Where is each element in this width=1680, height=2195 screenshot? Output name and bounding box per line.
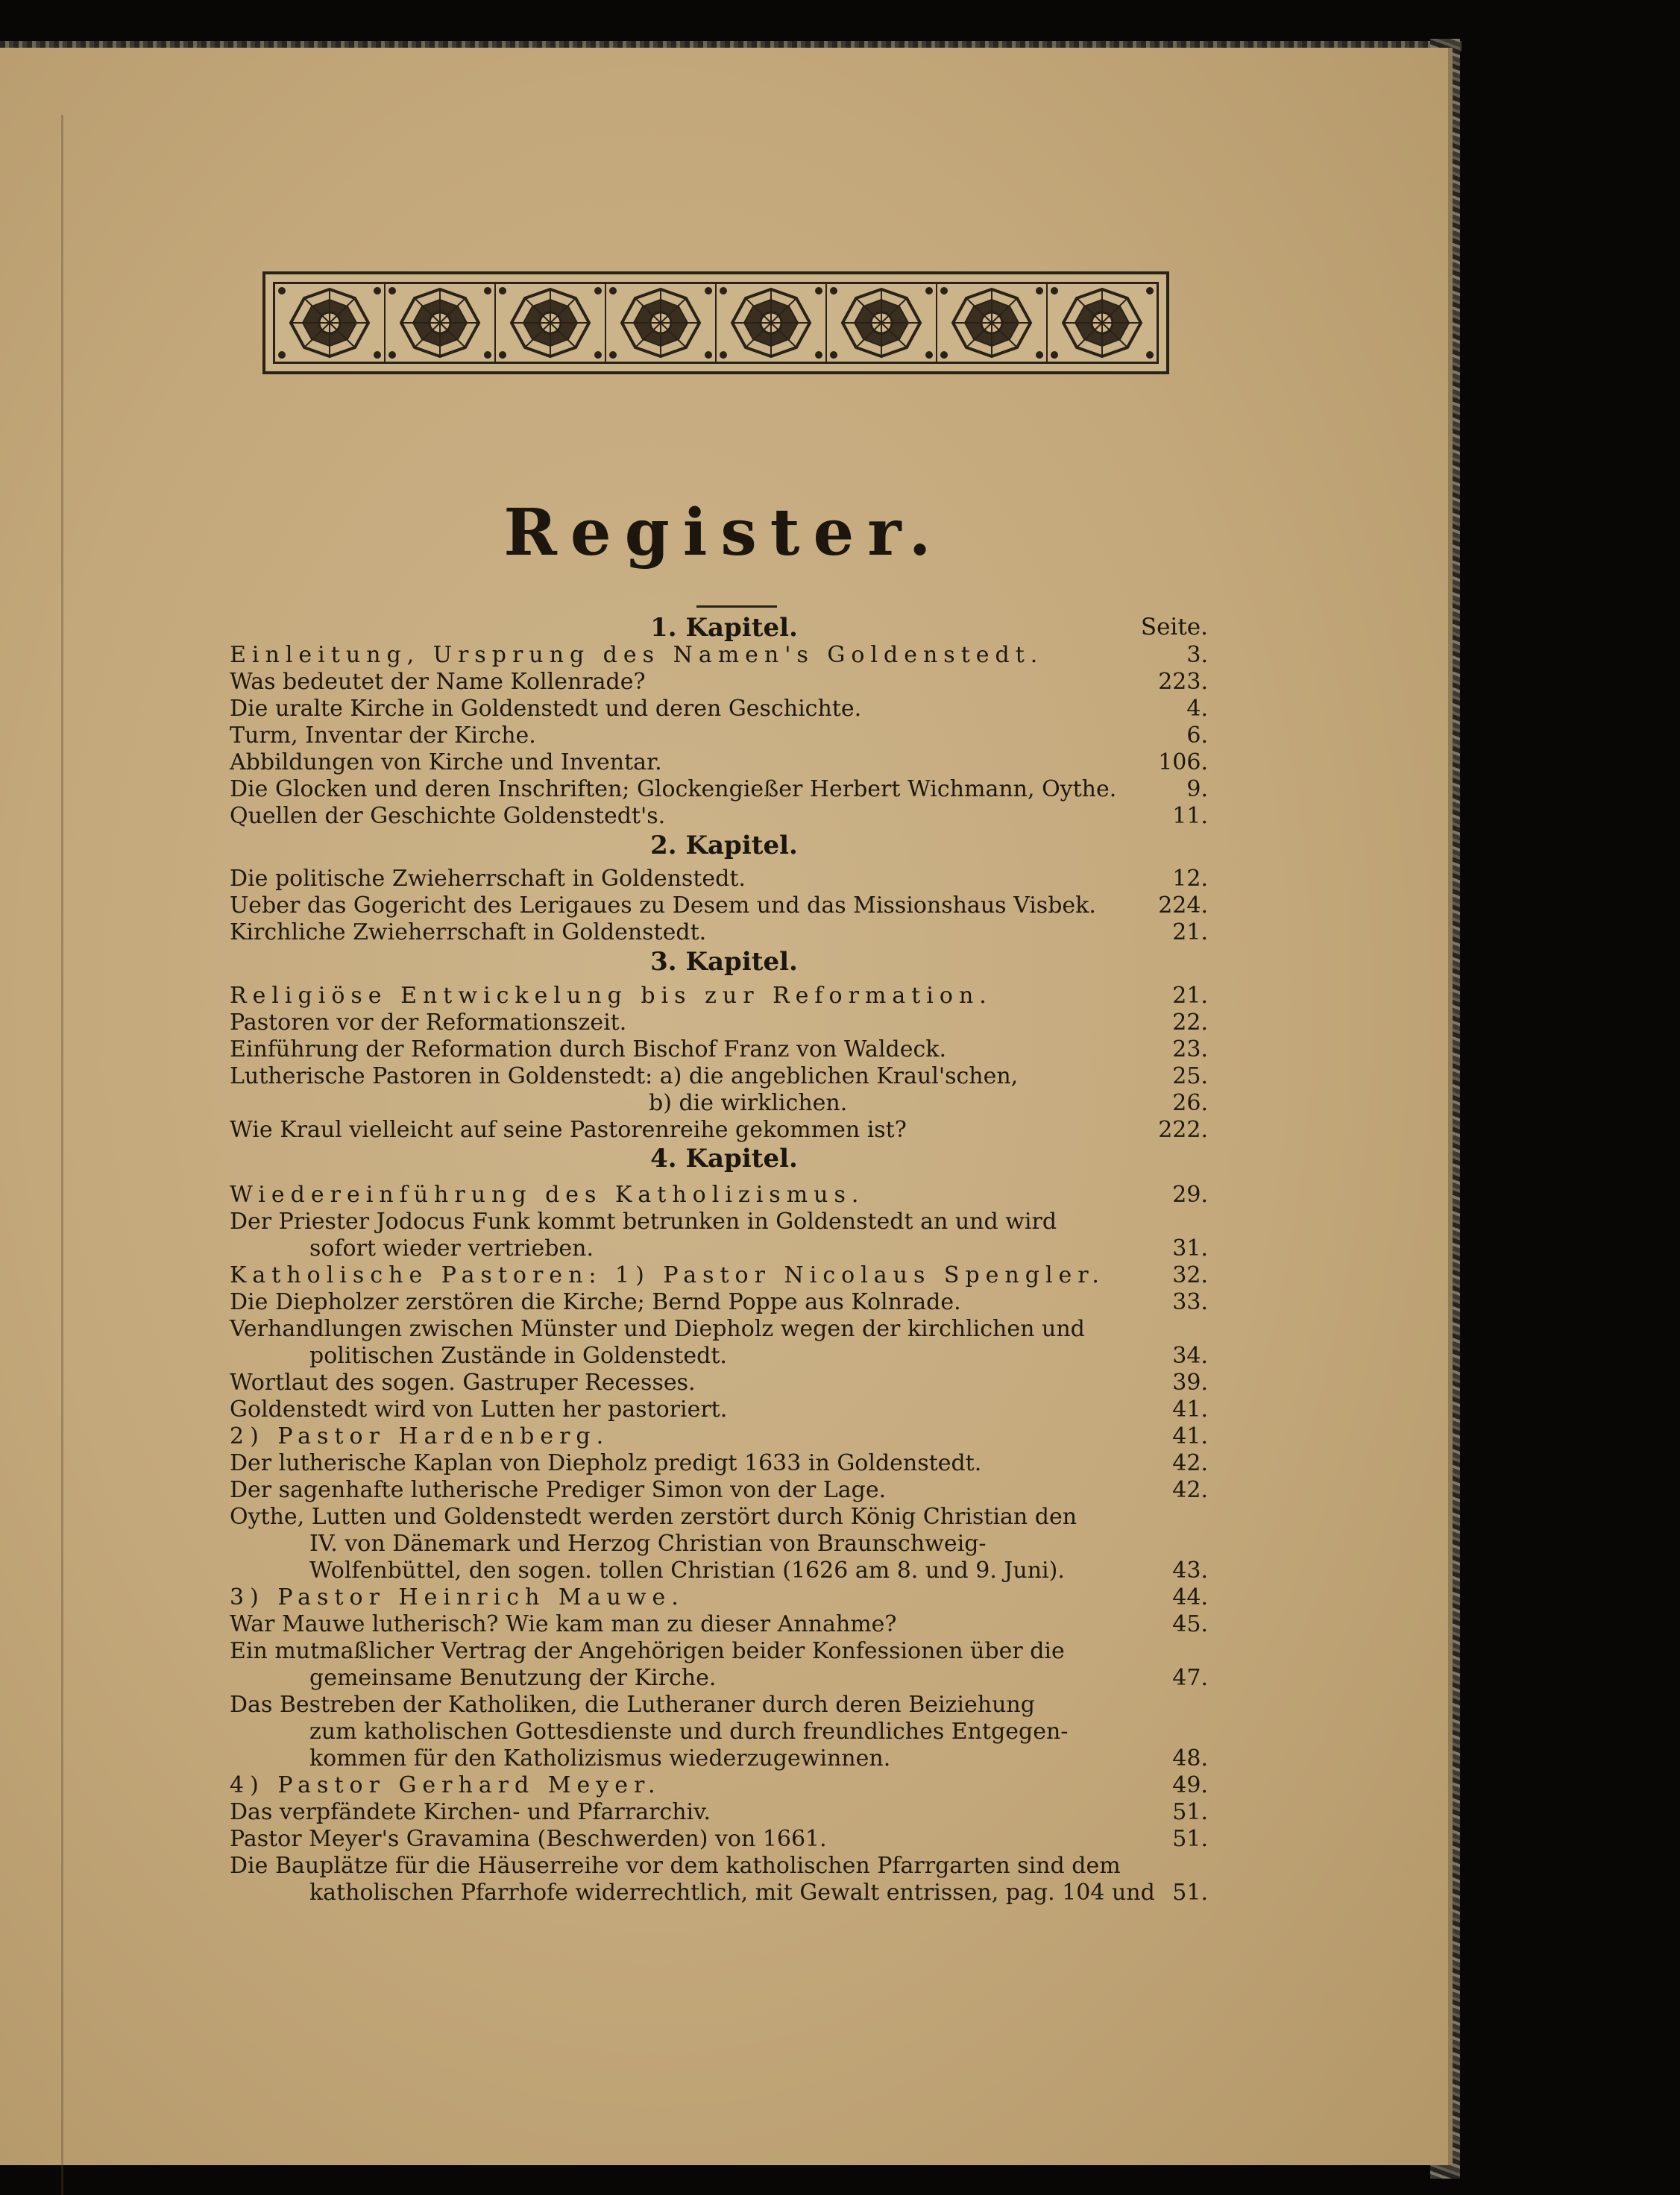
document-page [0, 48, 1453, 2165]
entry-page: 41. [1172, 1396, 1208, 1423]
index-entry [230, 1665, 1208, 1692]
chapter-heading: 3. Kapitel. [650, 947, 798, 977]
entry-text: Katholische Pastoren: 1) Pastor Nicolaus Spengler. [230, 1262, 1105, 1288]
index-entry [230, 1504, 1208, 1531]
entry-page: 9. [1186, 776, 1208, 802]
entry-page: 25. [1172, 1063, 1208, 1089]
index-entry [230, 776, 1208, 803]
index-entry [230, 1063, 1208, 1090]
entry-text: Der lutherische Kaplan von Diepholz predigt 1633 in Goldenstedt. [230, 1450, 982, 1476]
entry-page: 222. [1158, 1117, 1208, 1143]
entry-text: Das verpfändete Kirchen- und Pfarrarchiv. [230, 1799, 711, 1825]
entry-text: 2) Pastor Hardenberg. [230, 1423, 610, 1449]
entry-page: 26. [1172, 1090, 1208, 1116]
entry-page: 51. [1172, 1880, 1208, 1906]
entry-page: 31. [1172, 1235, 1208, 1262]
entry-text: Ueber das Gogericht des Lerigaues zu Desem und das Missionshaus Visbek. [230, 892, 1096, 919]
entry-text: Turm, Inventar der Kirche. [230, 722, 536, 749]
chapter-heading: 2. Kapitel. [650, 831, 798, 860]
entry-page: 22. [1172, 1010, 1208, 1036]
entry-text: Das Bestreben der Katholiken, die Lutheraner durch deren Beiziehung [230, 1692, 1035, 1718]
entry-text: War Mauwe lutherisch? Wie kam man zu dieser Annahme? [230, 1611, 897, 1637]
entry-text: katholischen Pfarrhofe widerrechtlich, mit Gewalt entrissen, pag. 104 und [309, 1880, 1155, 1906]
entry-text: sofort wieder vertrieben. [309, 1235, 594, 1262]
index-entry [230, 1316, 1208, 1343]
index-entry [230, 722, 1208, 749]
index-entry [230, 1010, 1208, 1036]
index-entry [230, 1853, 1208, 1880]
index-entry [230, 1036, 1208, 1063]
entry-text: Die Diepholzer zerstören die Kirche; Bernd Poppe aus Kolnrade. [230, 1289, 961, 1315]
entry-text: Goldenstedt wird von Lutten her pastoriert. [230, 1396, 728, 1423]
entry-page: 51. [1172, 1826, 1208, 1852]
index-entry [230, 1423, 1208, 1450]
index-entry [230, 1531, 1208, 1558]
entry-page: 12. [1172, 866, 1208, 892]
index-entry [230, 1343, 1208, 1370]
entry-text: gemeinsame Benutzung der Kirche. [309, 1665, 717, 1691]
entry-page: 11. [1172, 803, 1208, 829]
index-entry [230, 803, 1208, 830]
entry-page: 47. [1172, 1665, 1208, 1691]
index-entry [230, 1090, 1208, 1117]
title-rule [696, 605, 777, 608]
entry-page: 106. [1158, 749, 1208, 775]
entry-text: Abbildungen von Kirche und Inventar. [230, 749, 662, 775]
index-entry [230, 642, 1208, 669]
entry-page: 32. [1172, 1262, 1208, 1288]
index-entry [230, 1209, 1208, 1235]
entry-text: Ein mutmaßlicher Vertrag der Angehörigen beider Konfessionen über die [230, 1638, 1065, 1664]
index-entry [230, 1584, 1208, 1611]
index-entry [230, 1772, 1208, 1799]
entry-text: Lutherische Pastoren in Goldenstedt: a) die angeblichen Kraul'schen, [230, 1063, 1019, 1089]
entry-page: 23. [1172, 1036, 1208, 1062]
entry-page: 43. [1172, 1558, 1208, 1584]
index-entry [230, 1477, 1208, 1504]
page-title: Register. [503, 495, 945, 570]
index-entry [230, 1117, 1208, 1144]
entry-page: 3. [1186, 642, 1208, 668]
index-entry [230, 919, 1208, 946]
index-entry [230, 1370, 1208, 1396]
index-entry [230, 892, 1208, 919]
entry-page: 34. [1172, 1343, 1208, 1369]
entry-text: Kirchliche Zwieherrschaft in Goldenstedt. [230, 919, 707, 945]
index-entry [230, 1880, 1208, 1906]
entry-page: 44. [1172, 1584, 1208, 1610]
index-entry [230, 1611, 1208, 1638]
entry-page: 29. [1172, 1182, 1208, 1208]
index-entry [230, 1289, 1208, 1316]
index-entry [230, 749, 1208, 776]
index-entry [230, 1745, 1208, 1772]
entry-page: 33. [1172, 1289, 1208, 1315]
entry-text: kommen für den Katholizismus wiederzugewinnen. [309, 1745, 891, 1772]
entry-page: 42. [1172, 1477, 1208, 1503]
entry-text: Einführung der Reformation durch Bischof Franz von Waldeck. [230, 1036, 947, 1062]
entry-text: Religiöse Entwickelung bis zur Reformation. [230, 983, 992, 1009]
entry-text: Wie Kraul vielleicht auf seine Pastorenreihe gekommen ist? [230, 1117, 907, 1143]
entry-page: 223. [1158, 669, 1208, 695]
index-entry [230, 1558, 1208, 1584]
chapter-heading: 1. Kapitel. [650, 613, 798, 643]
entry-text: IV. von Dänemark und Herzog Christian von Braunschweig- [309, 1531, 987, 1557]
entry-page: 45. [1172, 1611, 1208, 1637]
entry-page: 224. [1158, 892, 1208, 919]
entry-text: Wolfenbüttel, den sogen. tollen Christian (1626 am 8. und 9. Juni). [309, 1558, 1065, 1584]
entry-text: Wiedereinführung des Katholizismus. [230, 1182, 865, 1208]
entry-text: Was bedeutet der Name Kollenrade? [230, 669, 646, 695]
index-entry [230, 1396, 1208, 1423]
index-entry [230, 983, 1208, 1010]
entry-text: Quellen der Geschichte Goldenstedt's. [230, 803, 666, 829]
index-entry [230, 1450, 1208, 1477]
index-entry [230, 1182, 1208, 1209]
entry-text: Die Glocken und deren Inschriften; Glockengießer Herbert Wichmann, Oythe. [230, 776, 1117, 802]
entry-page: 41. [1172, 1423, 1208, 1449]
entry-page: 4. [1186, 696, 1208, 722]
entry-page: 48. [1172, 1745, 1208, 1772]
entry-text: Pastoren vor der Reformationszeit. [230, 1010, 627, 1036]
index-entry [230, 1638, 1208, 1665]
entry-text: politischen Zustände in Goldenstedt. [309, 1343, 727, 1369]
entry-text: Verhandlungen zwischen Münster und Diepholz wegen der kirchlichen und [230, 1316, 1085, 1342]
entry-page: 49. [1172, 1772, 1208, 1798]
entry-text: Die uralte Kirche in Goldenstedt und deren Geschichte. [230, 696, 862, 722]
index-entry [230, 669, 1208, 696]
entry-text: Der sagenhafte lutherische Prediger Simon von der Lage. [230, 1477, 887, 1503]
entry-page: 39. [1172, 1370, 1208, 1396]
entry-text: Die Bauplätze für die Häuserreihe vor dem katholischen Pfarrgarten sind dem [230, 1853, 1121, 1879]
index-entry [230, 1799, 1208, 1826]
index-entry [230, 1826, 1208, 1853]
entry-text: Pastor Meyer's Gravamina (Beschwerden) von 1661. [230, 1826, 827, 1852]
entry-text: Einleitung, Ursprung des Namen's Goldenstedt. [230, 642, 1044, 668]
index-entry [230, 696, 1208, 722]
index-entry [230, 1719, 1208, 1745]
page-column-header: Seite. [1140, 614, 1208, 640]
index-entry [230, 866, 1208, 892]
entry-page: 6. [1186, 722, 1208, 749]
index-entry [230, 1235, 1208, 1262]
entry-text: b) die wirklichen. [649, 1090, 848, 1116]
entry-page: 51. [1172, 1799, 1208, 1825]
entry-page: 21. [1172, 983, 1208, 1009]
entry-text: 4) Pastor Gerhard Meyer. [230, 1772, 661, 1798]
entry-text: Oythe, Lutten und Goldenstedt werden zerstört durch König Christian den [230, 1504, 1077, 1530]
entry-page: 42. [1172, 1450, 1208, 1476]
index-entry [230, 1692, 1208, 1719]
entry-text: Wortlaut des sogen. Gastruper Recesses. [230, 1370, 696, 1396]
index-entry [230, 1262, 1208, 1289]
entry-text: 3) Pastor Heinrich Mauwe. [230, 1584, 685, 1610]
ornament-pattern [274, 283, 1157, 362]
entry-text: Die politische Zwieherrschaft in Goldenstedt. [230, 866, 746, 892]
entry-text: zum katholischen Gottesdienste und durch freundliches Entgegen- [309, 1719, 1069, 1745]
ornamental-header-band [262, 271, 1169, 374]
chapter-heading: 4. Kapitel. [650, 1144, 798, 1174]
entry-page: 21. [1172, 919, 1208, 945]
entry-text: Der Priester Jodocus Funk kommt betrunken in Goldenstedt an und wird [230, 1209, 1057, 1235]
